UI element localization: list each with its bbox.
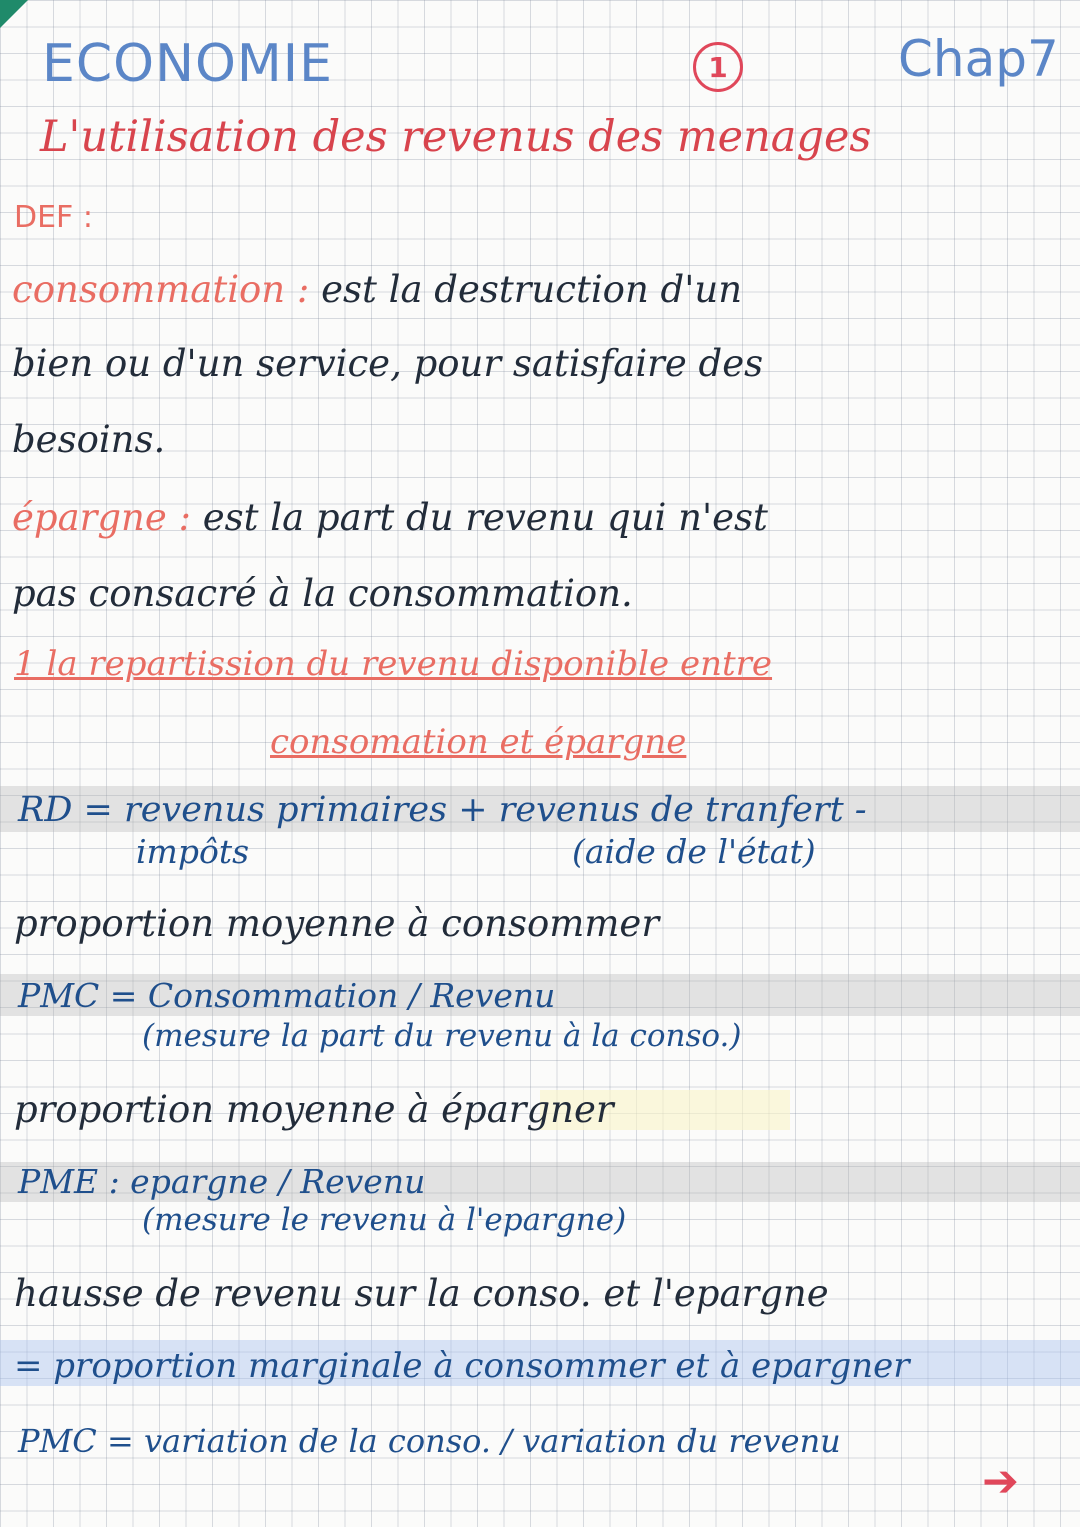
definition-text: est la destruction d'un (321, 268, 743, 311)
pme-note: (mesure le revenu à l'epargne) (142, 1202, 627, 1238)
definition-text: est la part du revenu qui n'est (202, 496, 768, 539)
marginal-proportion: = proportion marginale à consommer et à epargner (14, 1346, 910, 1386)
pme-heading: proportion moyenne à épargner (14, 1088, 614, 1131)
term-epargne: épargne : (12, 496, 191, 539)
term-consommation: consommation : (12, 268, 310, 311)
pmc-variation-formula: PMC = variation de la conso. / variation du revenu (18, 1422, 841, 1460)
pmc-formula: PMC = Consommation / Revenu (18, 976, 556, 1015)
rd-note: (aide de l'état) (572, 832, 816, 871)
definition-epargne-line1 (12, 496, 768, 539)
page-title: L'utilisation des revenus des menages (40, 112, 872, 162)
pmc-heading: proportion moyenne à consommer (14, 902, 660, 945)
chapter-label: Chap7 (898, 30, 1059, 88)
definition-consommation-line3: besoins. (12, 418, 166, 461)
section-1-title-line1: 1 la repartission du revenu disponible entre (14, 644, 773, 684)
hausse-line: hausse de revenu sur la conso. et l'epargne (14, 1272, 829, 1315)
rd-formula: RD = revenus primaires + revenus de tranfert - (18, 790, 867, 830)
section-1-title-line2: consomation et épargne (270, 722, 687, 762)
subject-title: ECONOMIE (42, 34, 333, 94)
notebook-corner-tab (0, 0, 28, 28)
next-page-arrow-icon: ➔ (982, 1456, 1019, 1507)
definition-consommation-line2: bien ou d'un service, pour satisfaire des (12, 342, 764, 385)
pme-formula: PME : epargne / Revenu (18, 1162, 426, 1201)
definition-epargne-line2: pas consacré à la consommation. (12, 572, 633, 615)
page-number-badge (693, 42, 743, 92)
rd-impots: impôts (136, 832, 250, 871)
definition-consommation-line1 (12, 268, 742, 311)
page-number: 1 (708, 50, 728, 84)
pmc-note: (mesure la part du revenu à la conso.) (142, 1018, 742, 1054)
def-label: DEF : (14, 200, 93, 235)
